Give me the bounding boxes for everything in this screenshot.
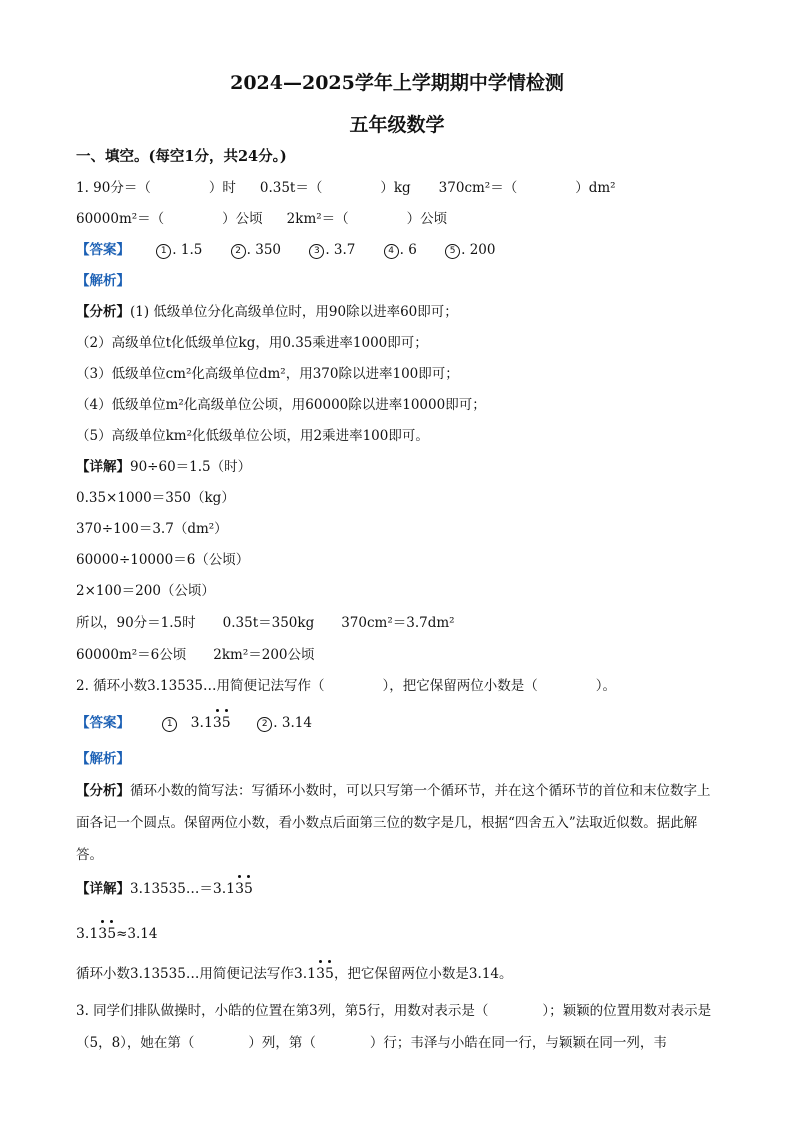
cyclic-decimal: 3.1 3 5	[191, 715, 231, 731]
analysis-label: 【解析】	[76, 273, 130, 289]
q1-fenxi-1: 【分析】(1) 低级单位分化高级单位时，用90除以进率60即可；	[76, 304, 458, 320]
q1-detail-7: 60000m²＝6公顷 2km²＝200公顷	[76, 647, 315, 663]
q2-fenxi: 【分析】循环小数的简写法：写循环小数时，可以只写第一个循环节，并在这个循环节的首位和末位数字上面各记一个圆点。保留两位小数，看小数点后面第三位的数字是几，根据“四舍五入”法取近似数。据此解答。	[76, 783, 711, 863]
q1-detail-1: 【详解】90÷60＝1.5（时）	[76, 459, 252, 475]
q1-fenxi-5: （5）高级单位km²化低级单位公顷，用2乘进率100即可。	[76, 428, 429, 444]
q2-summary: 循环小数3.13535…用简便记法写作3.1 3 5，把它保留两位小数是3.14。	[76, 965, 513, 983]
q1-answer: 【答案】 1 . 1.5 2 . 350 3 . 3.7 4 . 6 5 . 200	[76, 242, 496, 258]
page-subtitle: 五年级数学	[349, 114, 445, 136]
q1-fenxi-2: （2）高级单位t化低级单位kg，用0.35乘进率1000即可；	[76, 335, 428, 351]
q2-answer: 【答案】 1 3.1 3 5 2 . 3.14	[76, 714, 312, 732]
q2-detail-1: 【详解】3.13535…＝3.1 3 5	[76, 880, 253, 898]
q1-detail-4: 60000÷10000＝6（公顷）	[76, 552, 250, 568]
q1-line1: 1. 90分＝（ ）时 0.35t＝（ ）kg 370cm²＝（ ）dm²	[76, 180, 616, 196]
page-title: 2024—2025学年上学期期中学情检测	[230, 72, 564, 94]
q2-detail-2: 3.1 3 5≈3.14	[76, 925, 157, 943]
q1-line2: 60000m²＝（ ）公顷 2km²＝（ ）公顷	[76, 211, 448, 227]
q1-fenxi-4: （4）低级单位m²化高级单位公顷，用60000除以进率10000即可；	[76, 397, 486, 413]
q1-detail-2: 0.35×1000＝350（kg）	[76, 490, 235, 506]
q2-analysis-label: 【解析】	[76, 751, 130, 767]
q1-detail-3: 370÷100＝3.7（dm²）	[76, 521, 228, 537]
section-heading: 一、填空。(每空1分，共24分。)	[76, 148, 287, 165]
q3-question: 3. 同学们排队做操时，小皓的位置在第3列，第5行，用数对表示是（ ）；颖颖的位置用数对表示是（5，8），她在第（ ）列，第（ ）行；韦泽与小皓在同一行，与颖颖在同一列，韦	[76, 1003, 712, 1051]
answer-label: 【答案】	[76, 242, 130, 258]
q2-question: 2. 循环小数3.13535…用简便记法写作（ ），把它保留两位小数是（ ）。	[76, 678, 616, 694]
q1-detail-5: 2×100＝200（公顷）	[76, 583, 215, 599]
q1-fenxi-3: （3）低级单位cm²化高级单位dm²，用370除以进率100即可；	[76, 366, 459, 382]
q1-detail-6: 所以，90分＝1.5时 0.35t＝350kg 370cm²＝3.7dm²	[76, 615, 455, 631]
